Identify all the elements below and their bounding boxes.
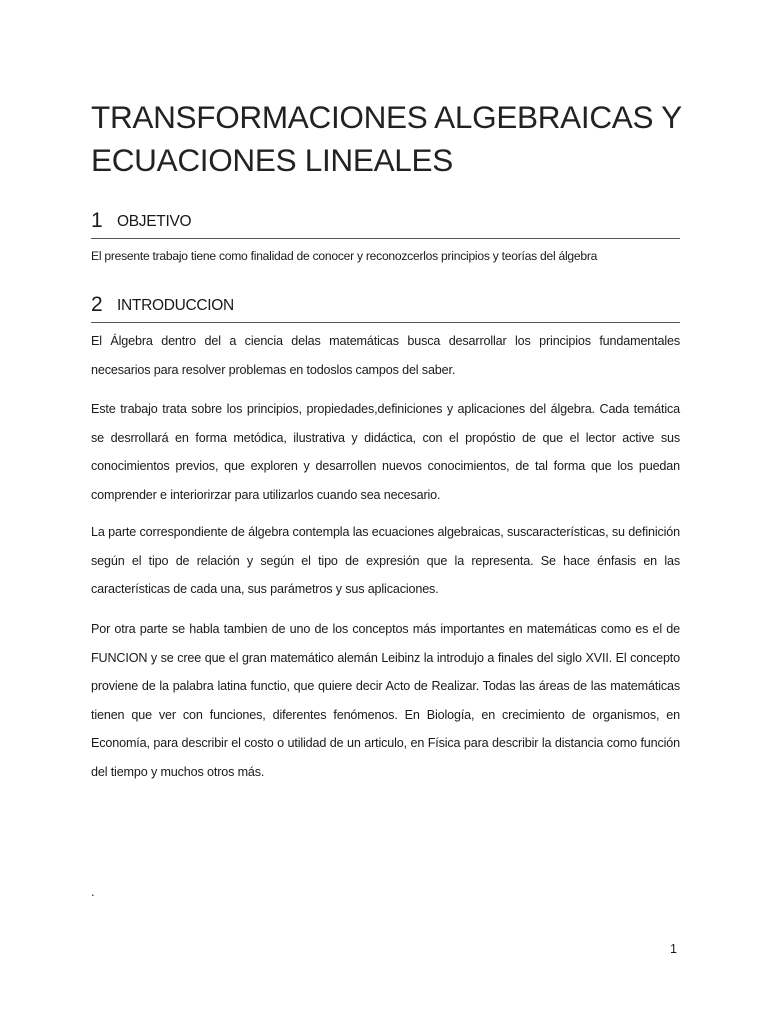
trailing-mark: . <box>91 884 95 899</box>
intro-paragraph-4: Por otra parte se habla tambien de uno de los conceptos más importantes en matemáticas como es el de FUNCION y se cree que el gran matemático alemán Leibinz la introdujo a finales del siglo XVII. El concepto proviene de la palabra latina functio, que quiere decir Acto de Realizar. Todas las áreas de las matemáticas tienen que ver con funciones, diferentes fenómenos. En Biología, en crecimiento de organismos, en Economía, para describir el costo o utilidad de un articulo, en Física para describir la distancia como función del tiempo y muchos otros más. <box>91 622 680 779</box>
section-number: 1 <box>91 209 103 232</box>
section-number: 2 <box>91 293 103 316</box>
document-title: TRANSFORMACIONES ALGEBRAICAS Y ECUACIONES LINEALES <box>91 99 682 178</box>
intro-paragraph-2: Este trabajo trata sobre los principios, propiedades,definiciones y aplicaciones del álgebra. Cada temática se desrrollará en forma metódica, ilustrativa y didáctica, con el propóstio de que el lector active sus conocimientos previos, que exploren y desarrollen nuevos conocimientos, de tal forma que los puedan comprender e interiorirzar para utilizarlos cuando sea necesario. <box>91 402 680 502</box>
page-number: 1 <box>670 942 677 956</box>
section-heading-introduccion <box>91 292 680 323</box>
intro-paragraph-1: El Álgebra dentro del a ciencia delas matemáticas busca desarrollar los principios fundamentales necesarios para resolver problemas en todoslos campos del saber. <box>91 334 680 377</box>
section-heading-objetivo <box>91 208 680 239</box>
objetivo-paragraph: El presente trabajo tiene como finalidad de conocer y reconozcerlos principios y teorías del álgebra <box>91 249 598 263</box>
section-title: INTRODUCCION <box>117 297 234 314</box>
section-title: OBJETIVO <box>117 213 192 230</box>
intro-paragraph-3: La parte correspondiente de álgebra contempla las ecuaciones algebraicas, suscaracterísticas, su definición según el tipo de relación y según el tipo de expresión que la representa. Se hace énfasis en las características de cada una, sus parámetros y sus aplicaciones. <box>91 525 680 596</box>
